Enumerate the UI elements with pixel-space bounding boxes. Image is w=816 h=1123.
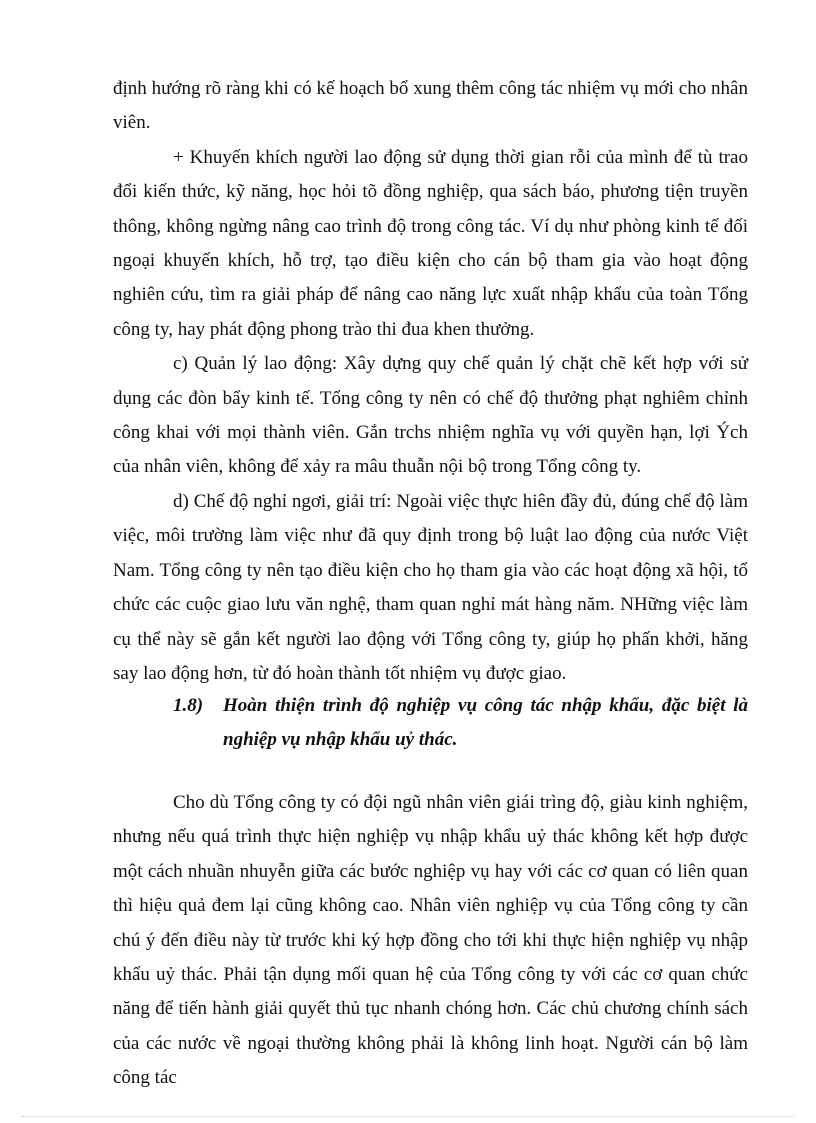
paragraph-import-entrusted: Cho dù Tổng công ty có đội ngũ nhân viên giái trìng độ, giàu kinh nghiệm, nhưng nếu quá trình thực hiện nghiệp vụ nhập khẩu uỷ thác không kết hợp được một cách nhuần nhuyễn giữa các bước nghiệp vụ hay với các cơ quan có liên quan thì hiệu quả đem lại cũng không cao. Nhân viên nghiệp vụ của Tổng công ty cần chú ý đến điều này từ trước khi ký hợp đồng cho tới khi thực hiện nghiệp vụ nhập khẩu uỷ thác. Phải tận dụng mối quan hệ của Tổng công ty với các cơ quan chức năng để tiến hành giải quyết thủ tục nhanh chóng hơn. Các chủ chương chính sách của các nước về ngoại thường không phải là không linh hoạt. Người cán bộ làm công tác xyxy=(113,792,748,1089)
section-number: 1.8) xyxy=(173,695,204,716)
paragraph-rest-recreation: d) Chế độ nghỉ ngơi, giải trí: Ngoài việc thực hiên đầy đủ, đúng chế độ làm việc, môi trường làm việc như đã quy định trong bộ luật lao động của nước Việt Nam. Tổng công ty nên tạo điều kiện cho họ tham gia vào các hoạt động xã hội, tổ chức các cuộc giao lưu văn nghệ, tham quan nghỉ mát hàng năm. NHững việc làm cụ thể này sẽ gắn kết người lao động với Tổng công ty, giúp họ phấn khởi, hăng say lao động hơn, từ đó hoàn thành tốt nhiệm vụ được giao. xyxy=(113,490,748,684)
body-text-bottom xyxy=(113,786,748,1096)
paragraph-continuation: định hướng rõ ràng khi có kế hoạch bổ xung thêm công tác nhiệm vụ mới cho nhân viên. xyxy=(113,78,748,134)
body-text-top xyxy=(113,72,748,691)
footer-divider xyxy=(22,1116,794,1117)
paragraph-labor-management: c) Quản lý lao động: Xây dựng quy chế quản lý chặt chẽ kết hợp với sử dụng các đòn bẩy kinh tế. Tổng công ty nên có chế độ thưởng phạt nghiêm chỉnh công khai với mọi thành viên. Gắn trchs nhiệm nghĩa vụ với quyền hạn, lợi Ých của nhân viên, không để xảy ra mâu thuẫn nội bộ trong Tổng công ty. xyxy=(113,353,748,478)
section-title: Hoàn thiện trình độ nghiệp vụ công tác nhập khẩu, đặc biệt là nghiệp vụ nhập khẩu uỷ thác. xyxy=(223,695,748,750)
section-heading xyxy=(113,689,748,757)
paragraph-encourage: + Khuyến khích người lao động sử dụng thời gian rỗi của mình để tù trao đổi kiến thức, kỹ năng, học hỏi tõ đồng nghiệp, qua sách báo, phương tiện truyền thông, không ngừng nâng cao trình độ trong công tác. Ví dụ như phòng kinh tế đối ngoại khuyến khích, hỗ trợ, tạo điều kiện cho cán bộ tham gia vào hoạt động nghiên cứu, tìm ra giải pháp để nâng cao năng lực xuất nhập khẩu của toàn Tổng công ty, hay phát động phong trào thi đua khen thưởng. xyxy=(113,146,748,340)
